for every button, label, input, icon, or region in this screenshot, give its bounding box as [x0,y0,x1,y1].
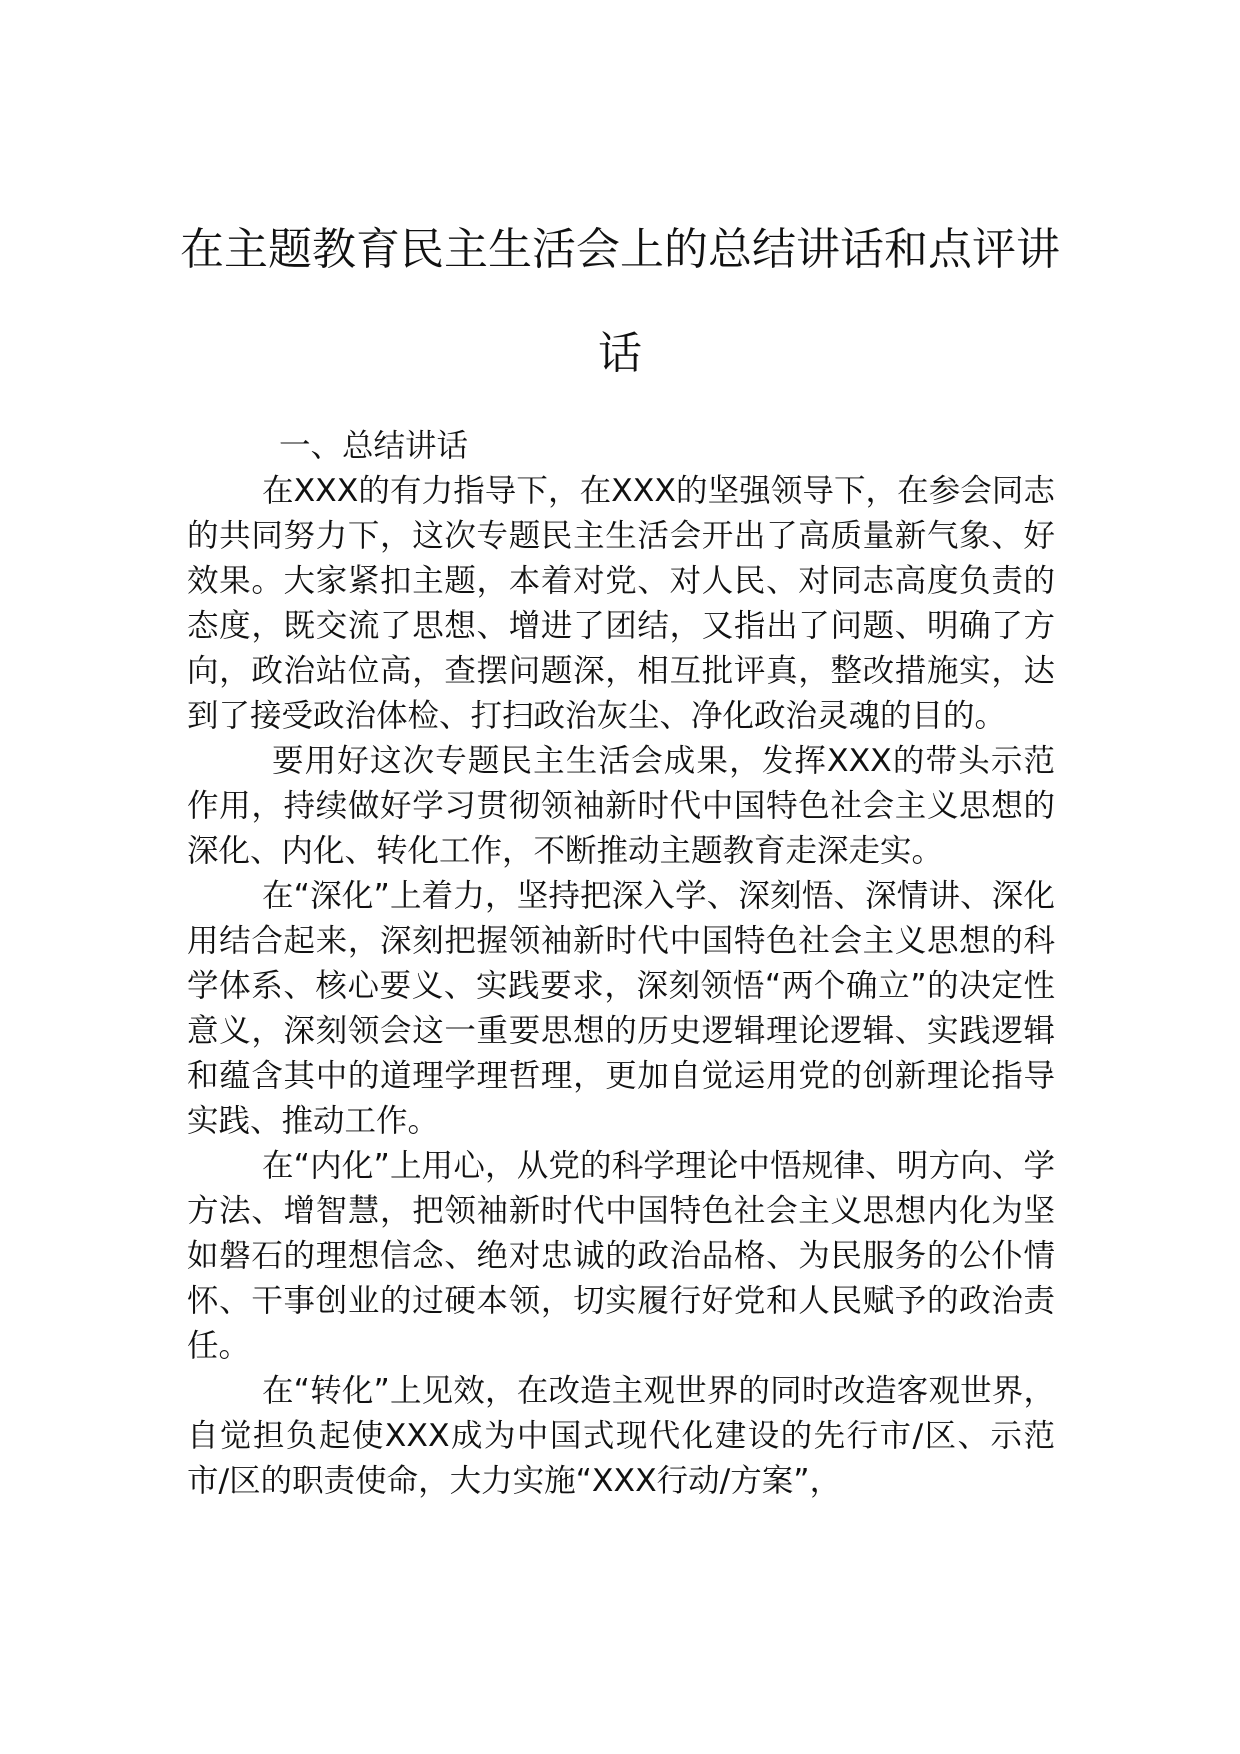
paragraph-deepen: 在“深化”上着力，坚持把深入学、深刻悟、深情讲、深化用结合起来，深刻把握领袖新时代中国特色社会主义思想的科学体系、核心要义、实践要求，深刻领悟“两个确立”的决定性意义，深刻领会这一重要思想的历史逻辑理论逻辑、实践逻辑和蕴含其中的道理学理哲理，更加自觉运用党的创新理论指导实践、推动工作。 [187,878,1055,1139]
document-body [187,424,1055,1504]
paragraph-internalize: 在“内化”上用心，从党的科学理论中悟规律、明方向、学方法、增智慧，把领袖新时代中国特色社会主义思想内化为坚如磐石的理想信念、绝对忠诚的政治品格、为民服务的公仆情怀、干事创业的过硬本领，切实履行好党和人民赋予的政治责任。 [187,1148,1055,1364]
section-heading: 一、总结讲话 [279,428,469,464]
document-title: 在主题教育民主生活会上的总结讲话和点评讲话 [180,224,1060,379]
paragraph-use-results: 要用好这次专题民主生活会成果，发挥XXX的带头示范作用，持续做好学习贯彻领袖新时代中国特色社会主义思想的深化、内化、转化工作，不断推动主题教育走深走实。 [187,743,1055,869]
paragraph-summary: 在XXX的有力指导下，在XXX的坚强领导下，在参会同志的共同努力下，这次专题民主生活会开出了高质量新气象、好效果。大家紧扣主题，本着对党、对人民、对同志高度负责的态度，既交流了思想、增进了团结，又指出了问题、明确了方向，政治站位高，查摆问题深，相互批评真，整改措施实，达到了接受政治体检、打扫政治灰尘、净化政治灵魂的目的。 [187,473,1055,734]
paragraph-transform: 在“转化”上见效，在改造主观世界的同时改造客观世界，自觉担负起使XXX成为中国式现代化建设的先行市/区、示范市/区的职责使命，大力实施“XXX行动/方案”， [187,1373,1055,1499]
